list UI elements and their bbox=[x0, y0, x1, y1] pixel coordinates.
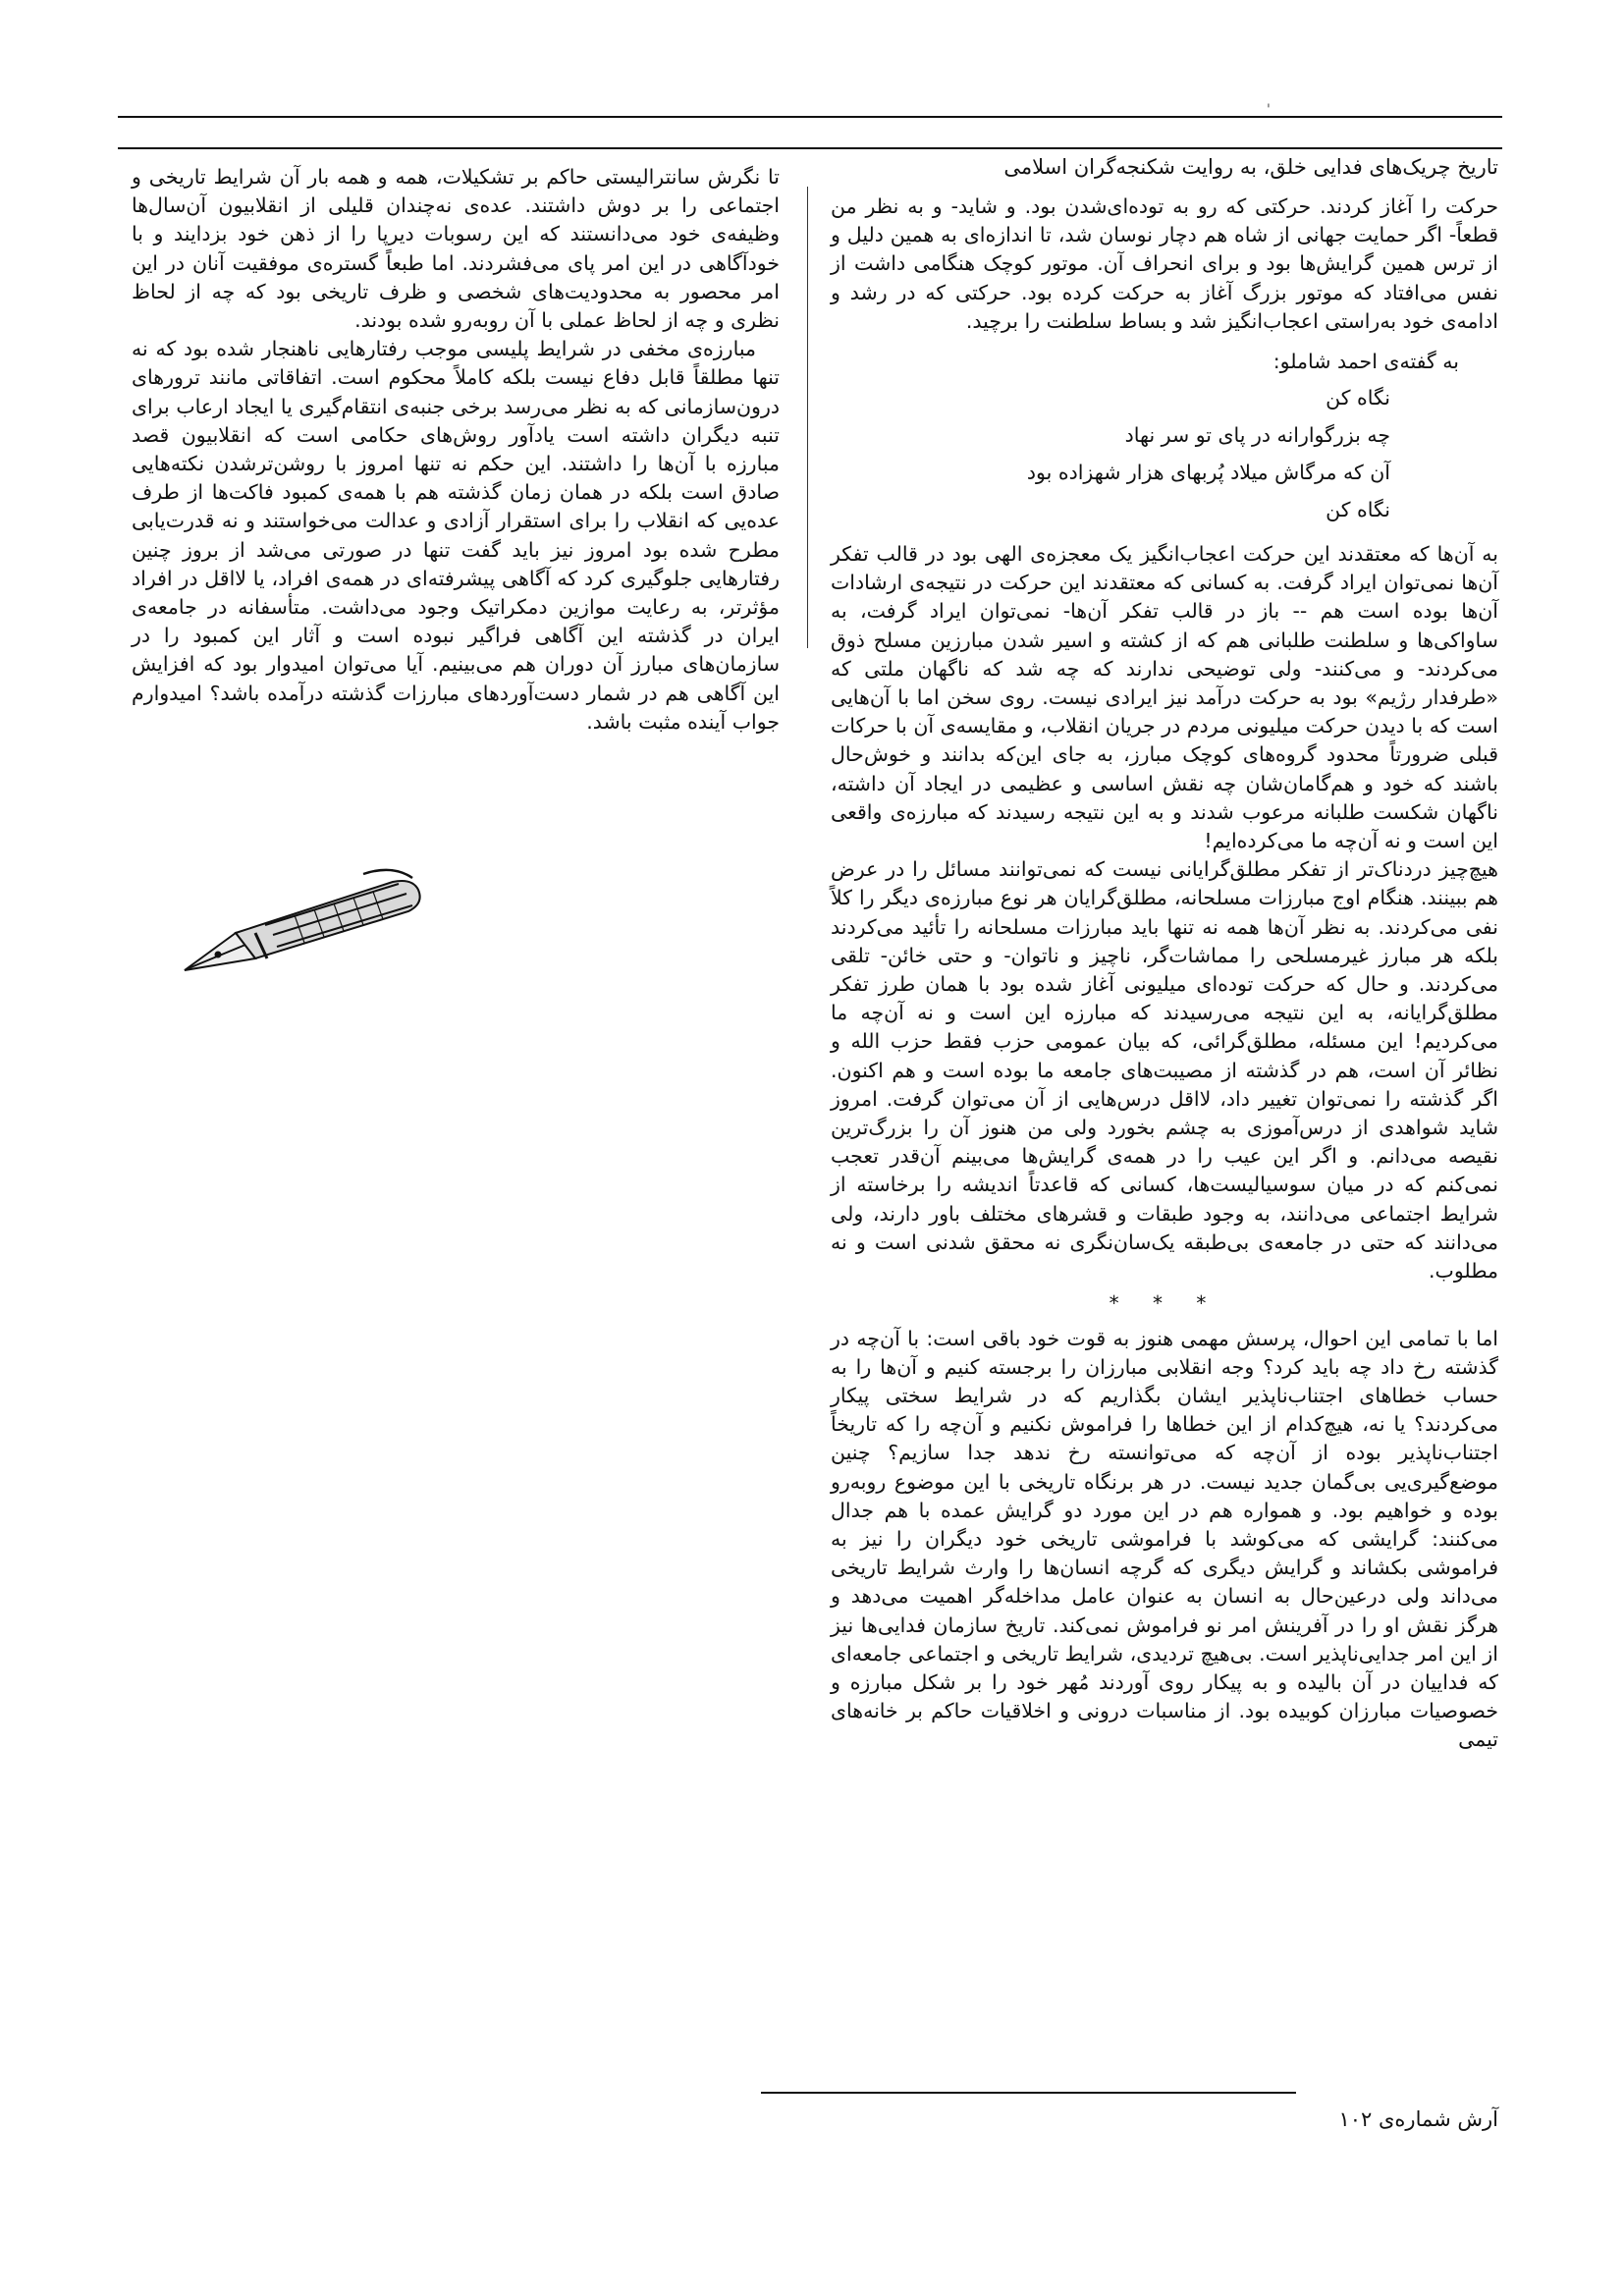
header-rule bbox=[118, 147, 1502, 149]
paragraph: حرکت را آغاز کردند. حرکتی که رو به توده‌ای‌شدن بود. و شاید- و به نظر من قطعاً- اگر حمایت جهانی از شاه هم دچار نوسان شد، تا اندازه‌ای به همین دلیل و از ترس همین گرایش‌ها بود و برای انحراف آن. موتور کوچک هنگامی داشت از نفس می‌افتاد که موتور بزرگ آغاز به حرکت کرده بود. حرکتی که در رشد و ادامه‌ی خود به‌راستی اعجاب‌انگیز شد و بساط سلطنت را برچید. bbox=[831, 194, 1498, 333]
right-column bbox=[831, 192, 1498, 1755]
poem-line: چه بزرگوارانه در پای تو سر نهاد bbox=[1124, 423, 1390, 448]
top-rule bbox=[118, 116, 1502, 118]
paragraph: مبارزه‌ی مخفی در شرایط پلیسی موجب رفتارهایی ناهنجار شده بود که نه تنها مطلقاً قابل دفاع نیست بلکه کاملاً محکوم است. اتفاقاتی مانند ترورهای درون‌سازمانی که به نظر می‌رسد برخی جنبه‌ی انتقام‌گیری یا ایجاد ارعاب برای تنبه دیگران داشته است یادآور روش‌های حکامی است که انقلابیون قصد مبارزه با آن‌ها را داشتند. این حکم نه تنها امروز با روشن‌ترشدن نکته‌هایی صادق است بلکه در همان زمان گذشته هم با همه‌ی کمبود فاکت‌ها از طرف عده‌یی که انقلاب را برای استقرار آزادی و عدالت می‌خواستند و نه قدرت‌یابی مطرح شده بود امروز نیز باید گفت تنها در صورتی می‌شد از بروز چنین رفتارهایی جلوگیری کرد که آگاهی پیشرفته‌ای در همه‌ی افراد، یا لااقل در افراد مؤثرتر، به رعایت موازین دمکراتیک وجود می‌داشت. متأسفانه در جامعه‌ی ایران در گذشته این آگاهی فراگیر نبوده است و آثار این کمبود را در سازمان‌های مبارز آن دوران هم می‌بینیم. آیا می‌توان امیدوار بود که افزایش این آگاهی هم در شمار دست‌آوردهای مبارزات گذشته درآمده باشد؟ امیدوارم جواب آینده مثبت باشد. bbox=[132, 337, 780, 734]
footer-rule bbox=[761, 2092, 1296, 2094]
paragraph: هیچ‌چیز دردناک‌تر از تفکر مطلق‌گرایانی نیست که نمی‌توانند مسائل را در عرض هم ببینند. هنگام اوج مبارزات مسلحانه، مطلق‌گرایان هر نوع مبارزه‌ی دیگر را کلاً نفی می‌کردند. به نظر آن‌ها همه نه تنها باید مبارزات مسلحانه را تأئید می‌کردند بلکه هر مبارز غیرمسلحی را مماشات‌گر، ناچیز و ناتوان- و حتی خائن- تلقی می‌کردند. و حال که حرکت توده‌ای میلیونی آغاز شده بود با همان طرز تفکر مطلق‌گرایانه، به این نتیجه می‌رسیدند که مبارزه این است و نه آن‌چه ما می‌کردیم! این مسئله، مطلق‌گرائی، که بیان عمومی حزب فقط حزب الله و نظائر آن است، هم در گذشته از مصیبت‌های جامعه ما بوده است و هم اکنون. اگر گذشته را نمی‌توان تغییر داد، لااقل درس‌هایی از آن می‌توان گرفت. امروز شاید شواهدی از درس‌آموزی به چشم بخورد ولی من هنوز آن را بزرگ‌ترین نقیصه می‌دانم. و اگر این عیب را در همه‌ی گرایش‌ها می‌بینم آن‌قدر تعجب نمی‌کنم که در میان سوسیالیست‌ها، کسانی که قاعدتاً اندیشه را برخاسته از شرایط اجتماعی می‌دانند، به وجود طبقات و قشرهای مختلف باور دارند، ولی می‌دانند که حتی در جامعه‌ی بی‌طبقه یک‌سان‌نگری نه محقق شدنی است و نه مطلوب. bbox=[831, 857, 1498, 1284]
poem-line: آن که مرگاش میلاد پُربهای هزار شهزاده بود bbox=[1026, 461, 1390, 485]
left-column bbox=[132, 163, 780, 737]
poem-line: نگاه کن bbox=[1326, 498, 1390, 522]
paragraph: اما با تمامی این احوال، پرسش مهمی هنوز به قوت خود باقی است: با آن‌چه در گذشته رخ داد چه باید کرد؟ وجه انقلابی مبارزان را برجسته کنیم و آن‌ها را به حساب خطاهای اجتناب‌ناپذیر ایشان بگذاریم که در شرایط سختی پیکار می‌کردند؟ یا نه، هیچ‌کدام از این خطاها را فراموش نکنیم و آن‌چه را که تاریخاً اجتناب‌ناپذیر بوده از آن‌چه که می‌توانسته رخ ندهد جدا سازیم؟ چنین موضع‌گیری‌یی بی‌گمان جدید نیست. در هر برنگاه تاریخی با این موضوع روبه‌رو بوده و خواهیم بود. و همواره هم در این مورد دو گرایش عمده با هم جدال می‌کنند: گرایشی که می‌کوشد با فراموشی تاریخی خود دیگران را نیز به فراموشی بکشاند و گرایش دیگری که گرچه انسان‌ها را وارث شرایط تاریخی می‌داند ولی درعین‌حال به انسان به عنوان عامل مداخله‌گر اهمیت می‌دهد و هرگز نقش او را در آفرینش امر نو فراموش نمی‌کند. تاریخ سازمان فدایی‌ها نیز از این امر جدایی‌ناپذیر است. بی‌هیچ تردیدی، شرایط تاریخی و اجتماعی جامعه‌ای که فداییان در آن بالیده و به پیکار روی آوردند مُهر خود را بر شکل مبارزه و خصوصیات مبارزان کوبیده بود. از مناسبات درونی و اخلاقیات حاکم بر خانه‌های تیمی bbox=[831, 1326, 1498, 1752]
poem-line: نگاه کن bbox=[1326, 386, 1390, 410]
poem-intro: به گفته‌ی احمد شاملو: bbox=[1272, 350, 1459, 374]
paragraph: به آن‌ها که معتقدند این حرکت اعجاب‌انگیز یک معجزه‌ی الهی بود در قالب تفکر آن‌ها نمی‌توان ایراد گرفت. به کسانی که معتقدند این حرکت در نتیجه‌ی ارشادات آن‌ها بوده است هم -- باز در قالب تفکر آن‌ها- نمی‌توان ایراد گرفت، به ساواکی‌ها و سلطنت طلبانی هم که از کشته و اسیر شدن مبارزین مسلح ذوق می‌کردند- و می‌کنند- ولی توضیحی ندارند که چه شد که ناگهان ملتی که «طرفدار رژیم» بود به حرکت درآمد نیز ایرادی نیست. روی سخن اما با آن‌هایی است که با دیدن حرکت میلیونی مردم در جریان انقلاب، و مقایسه‌ی آن با حرکات قبلی ضرورتاً محدود گروه‌های کوچک مبارز، به جای این‌که بدانند و خوش‌حال باشند که خود و هم‌گامان‌شان چه نقش اساسی و عظیمی در ایجاد آن داشته، ناگهان شکست طلبانه مرعوب شدند و به این نتیجه رسیدند که مبارزه‌ی واقعی این است و نه آن‌چه ما می‌کرده‌ایم! bbox=[831, 542, 1498, 853]
column-rule bbox=[807, 187, 808, 648]
footer-issue-label: آرش شماره‌ی ۱۰۲ bbox=[1338, 2107, 1498, 2131]
running-header-title: تاریخ چریک‌های فدایی خلق، به روایت شکنجه‌گران اسلامی bbox=[1003, 155, 1498, 179]
poem-block bbox=[831, 344, 1498, 528]
section-separator: * * * bbox=[1109, 1291, 1220, 1316]
fountain-pen-icon bbox=[167, 864, 442, 982]
paragraph: تا نگرش سانترالیستی حاکم بر تشکیلات، همه و همه بار آن شرایط تاریخی و اجتماعی را بر دوش داشتند. عده‌ی نه‌چندان قلیلی از انقلابیون آن‌سال‌ها وظیفه‌ی خود می‌دانستند که این رسوبات دیرپا را از ذهن خود بزدایند و با خودآگاهی در این امر پای می‌فشردند. اما طبعاً گستره‌ی موفقیت آنان در این امر محصور به محدودیت‌های شخصی و ظرف تاریخی بود که چه از لحاظ نظری و چه از لحاظ عملی با آن روبه‌رو شده بودند. bbox=[132, 165, 780, 333]
scan-speck: ' bbox=[1267, 102, 1271, 118]
